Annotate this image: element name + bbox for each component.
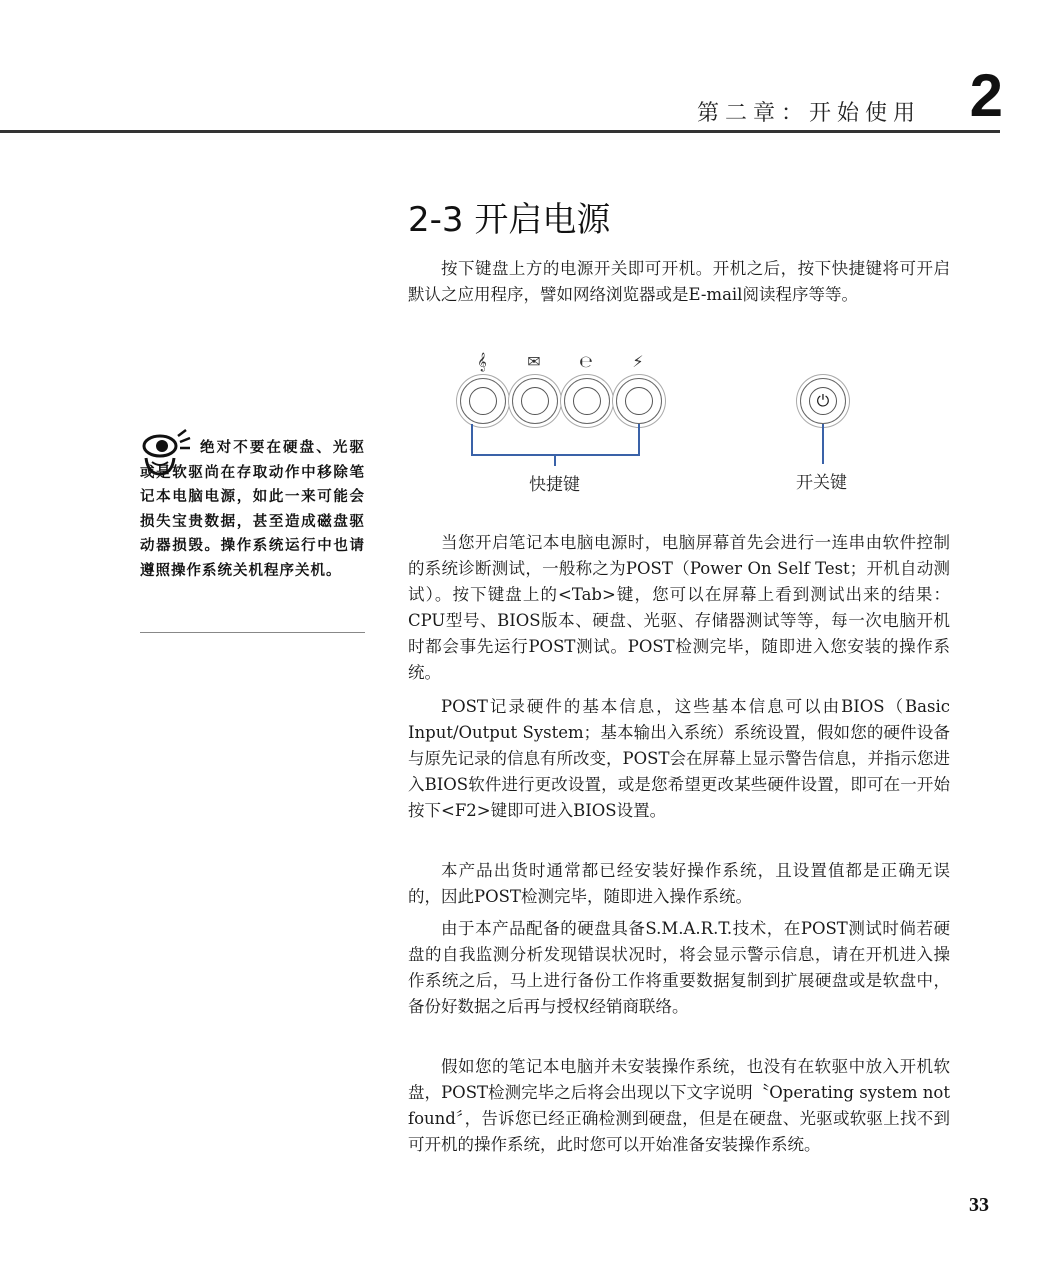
no-os-paragraph: 假如您的笔记本电脑并未安装操作系统，也没有在软驱中放入开机软盘，POST检测完毕之后将会出现以下文字说明〝Operating system not found〞，告诉您已经正确检测到硬盘，但是在硬盘、光驱或软驱上找不到可开机的操作系统，此时您可以开始准备安装操作系统。 bbox=[408, 1057, 950, 1154]
bracket-left-line bbox=[471, 424, 473, 456]
browser-icon: ℮ bbox=[579, 352, 593, 371]
hotkey-label: 快捷键 bbox=[529, 475, 580, 495]
power-button[interactable] bbox=[800, 378, 846, 424]
section-title: 2-3 开启电源 bbox=[408, 200, 611, 240]
hotkey-1-icon: 𝄞 bbox=[477, 352, 487, 371]
bracket-stem-line bbox=[554, 454, 556, 466]
hotkey-button-1[interactable] bbox=[460, 378, 506, 424]
post-paragraph: 当您开启笔记本电脑电源时，电脑屏幕首先会进行一连串由软件控制的系统诊断测试，一般称之为POST（Power On Self Test；开机自动测试）。按下键盘上的<Tab>键，您可以在屏幕上看到测试出来的结果：CPU型号、BIOS版本、硬盘、光驱、存储器测试等等，每一次电脑开机时都会事先运行POST测试。POST检测完毕，随即进入您安装的操作系统。 bbox=[408, 533, 950, 682]
smart-paragraph: 由于本产品配备的硬盘具备S.M.A.R.T.技术，在POST测试时倘若硬盘的自我监测分析发现错误状况时，将会显示警示信息，请在开机进入操作系统之后，马上进行备份工作将重要数据复制到扩展硬盘或是软盘中，备份好数据之后再与授权经销商联络。 bbox=[408, 919, 950, 1016]
hotkey-button-3[interactable] bbox=[564, 378, 610, 424]
power-label: 开关键 bbox=[796, 473, 847, 493]
intro-paragraph: 按下键盘上方的电源开关即可开机。开机之后，按下快捷键将可开启默认之应用程序，譬如网络浏览器或是E-mail阅读程序等等。 bbox=[408, 259, 950, 304]
bracket-right-line bbox=[638, 424, 640, 456]
power4gear-icon: ⚡ bbox=[632, 352, 644, 371]
power-icon: ⏻ bbox=[809, 387, 837, 415]
bios-paragraph: POST记录硬件的基本信息，这些基本信息可以由BIOS（Basic Input/Output System；基本输出入系统）系统设置，假如您的硬件设备与原先记录的信息有所改变，POST会在屏幕上显示警告信息，并指示您进入BIOS软件进行更改设置，或是您希望更改某些硬件设置，即可在一开始按下<F2>键即可进入BIOS设置。 bbox=[408, 697, 950, 820]
warning-note: 绝对不要在硬盘、光驱或是软驱尚在存取动作中移除笔记本电脑电源，如此一来可能会损失宝贵数据，甚至造成磁盘驱动器损毁。操作系统运行中也请遵照操作系统关机程序关机。 bbox=[140, 440, 365, 579]
hotkey-button-2[interactable] bbox=[512, 378, 558, 424]
email-icon: ✉ bbox=[527, 352, 541, 371]
power-pointer-line bbox=[822, 424, 824, 464]
preinstalled-os-paragraph: 本产品出货时通常都已经安装好操作系统，且设置值都是正确无误的，因此POST检测完毕，随即进入操作系统。 bbox=[408, 861, 950, 906]
hotkey-button-4[interactable] bbox=[616, 378, 662, 424]
page-number: 33 bbox=[969, 1194, 989, 1216]
power-buttons-figure bbox=[450, 350, 870, 500]
header-rule bbox=[0, 130, 1000, 133]
note-rule bbox=[140, 632, 365, 633]
chapter-title: 第二章：开始使用 bbox=[696, 101, 921, 126]
chapter-number: 2 bbox=[969, 62, 1003, 129]
